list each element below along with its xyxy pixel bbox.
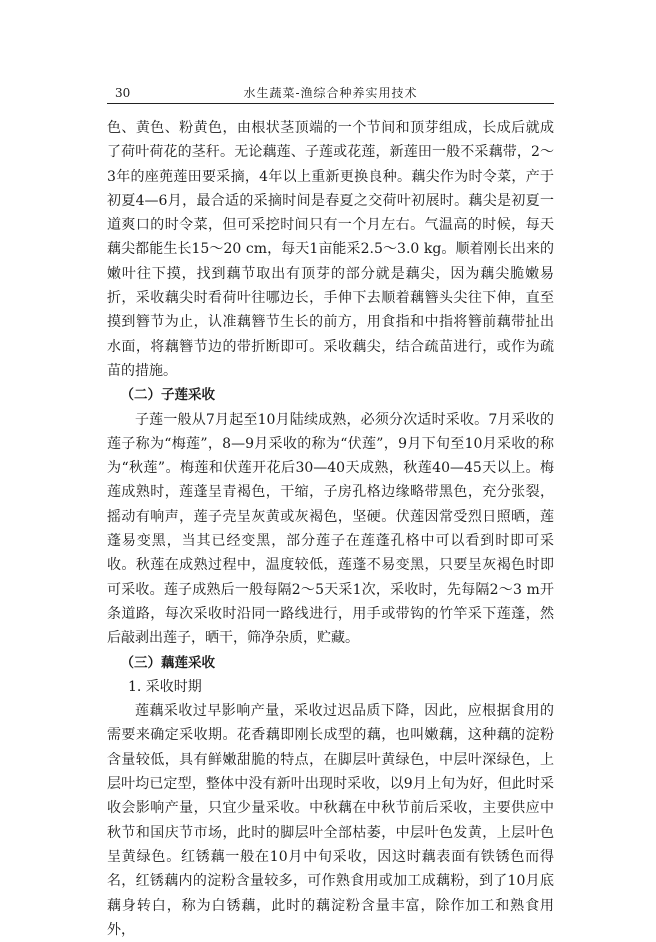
paragraph-lotus-shoot: 色、黄色、粉黄色，由根状茎顶端的一个节间和顶芽组成，长成后就成了荷叶荷花的茎秆。无论藕莲、子莲或花莲，新莲田一般不采藕带，2～3年的座蔸莲田要采摘，4年以上重新更换良种。藕尖作为时令菜，产于初夏4—6月，最合适的采摘时间是春夏之交荷叶初展时。藕尖是初夏一道爽口的时令菜，但可采挖时间只有一个月左右。气温高的时候，每天藕尖都能生长15～20 cm，每天1亩能采2.5～3.0 kg。顺着刚长出来的嫩叶往下摸，找到藕节取出有顶芽的部分就是藕尖，因为藕尖脆嫩易折，采收藕尖时看荷叶往哪边长，手伸下去顺着藕簪头尖往下伸，直至摸到簪节为止，认准藕簪节生长的前方，用食指和中指将簪前藕带扯出水面，将藕簪节边的带折断即可。采收藕尖，结合疏苗进行，或作为疏苗的措施。 — [107, 120, 554, 379]
page-body — [107, 116, 554, 942]
subsection-heading-harvest-time: 1. 采收时期 — [128, 678, 202, 695]
running-title: 水生蔬菜-渔综合种养实用技术 — [243, 86, 418, 100]
section-heading-seed-lotus: （二）子莲采收 — [120, 387, 215, 404]
header-rule — [107, 103, 554, 104]
paragraph-harvest-time: 莲藕采收过早影响产量，采收过迟品质下降，因此，应根据食用的需要来确定采收期。花香藕即刚长成型的藕，也叫嫩藕，这种藕的淀粉含量较低，具有鲜嫩甜脆的特点，在脚层叶黄绿色，中层叶深绿色，上层叶均已定型，整体中没有新叶出现时采收，以9月上旬为好，但此时采收会影响产量，只宜少量采收。中秋藕在中秋节前后采收，主要供应中秋节和国庆节市场，此时的脚层叶全部枯萎，中层叶色发黄，上层叶色呈黄绿色。红锈藕一般在10月中旬采收，因这时藕表面有铁锈色而得名，红锈藕内的淀粉含量较多，可作熟食用或加工成藕粉，到了10月底藕身转白，称为白锈藕，此时的藕淀粉含量丰富，除作加工和熟食用外， — [107, 703, 554, 938]
page-number: 30 — [115, 86, 131, 100]
section-heading-root-lotus: （三）藕莲采收 — [120, 654, 215, 671]
paragraph-seed-lotus: 子莲一般从7月起至10月陆续成熟，必须分次适时采收。7月采收的莲子称为“梅莲”，8—9月采收的称为“伏莲”，9月下旬至10月采收的称为“秋莲”。梅莲和伏莲开花后30—40天成熟，秋莲40—45天以上。梅莲成熟时，莲蓬呈青褐色，干缩，子房孔格边缘略带黑色，充分张裂，摇动有响声，莲子壳呈灰黄或灰褐色，坚硬。伏莲因常受烈日照晒，莲蓬易变黑，当其已经变黑，部分莲子在莲蓬孔格中可以看到时即可采收。秋莲在成熟过程中，温度较低，莲蓬不易变黑，只要呈灰褐色时即可采收。莲子成熟后一般每隔2～5天采1次，采收时，先每隔2～3 m开条道路，每次采收时沿同一路线进行，用手或带钩的竹竿采下莲蓬，然后敲剥出莲子，晒干，筛净杂质，贮藏。 — [107, 411, 554, 647]
page-header — [107, 84, 554, 102]
